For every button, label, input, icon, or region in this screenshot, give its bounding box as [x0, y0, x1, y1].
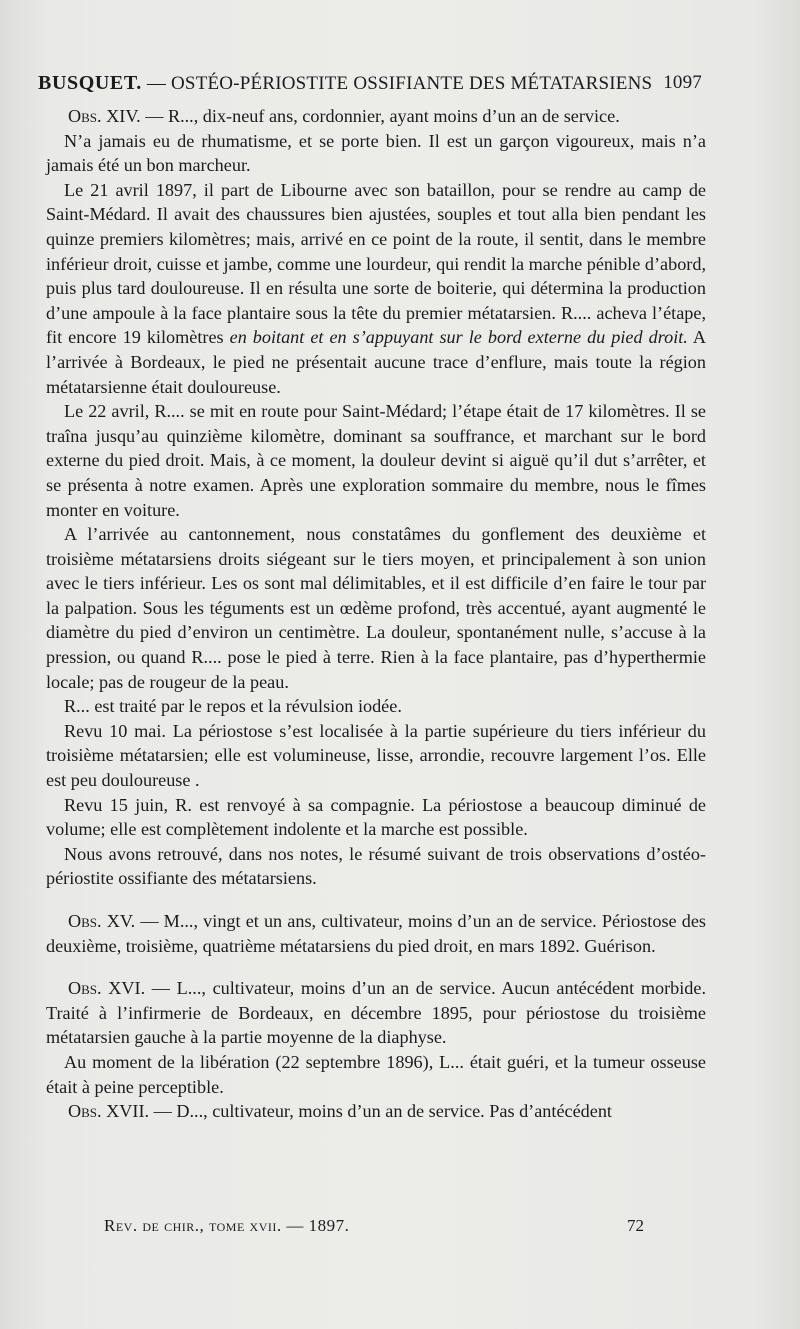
paragraph — [46, 842, 706, 891]
paragraph-text: Nous avons retrouvé, dans nos notes, le résumé suivant de trois observations d’ostéo-périostite ossifiante des métatarsiens. — [46, 843, 706, 889]
paragraph-text: Le 21 avril 1897, il part de Libourne avec son bataillon, pour se rendre au camp de Saint-Médard. Il avait des chaussures bien ajustées, souples et tout alla bien pendant les quinze premiers kilomètres; mais, arrivé en ce point de la route, il sentit, dans le membre inférieur droit, cuisse et jambe, comme une lourdeur, qui rendit la marche pénible d’abord, puis plus tard douloureuse. Il en résulta une sorte de boiterie, qui détermina la production d’une ampoule à la face plantaire sous la tête du premier métatarsien. R.... acheva l’étape, fit encore 19 kilomètres — [46, 179, 706, 348]
paragraph-obs-xiv — [46, 104, 706, 129]
paragraph-text: Le 22 avril, R.... se mit en route pour Saint-Médard; l’étape était de 17 kilomètres. Il se traîna jusqu’au quinzième kilomètre, dominant sa souffrance, et marchant sur le bord externe du pied droit. Mais, à ce moment, la douleur devint si aiguë qu’il dut s’arrêter, et se présenta à notre examen. Après une exploration sommaire du membre, nous le fîmes monter en voiture. — [46, 401, 706, 520]
paragraph-text: — L..., cultivateur, moins d’un an de service. Aucun antécédent morbide. Traité à l’infirmerie de Bordeaux, en décembre 1895, pour périostose du troisième métatarsien gauche à la partie moyenne de la diaphyse. — [46, 978, 706, 1048]
paragraph-obs-xvii — [46, 1099, 706, 1124]
paragraph-text: — D..., cultivateur, moins d’un an de service. Pas d’antécédent — [149, 1101, 612, 1122]
obs-label: Obs. XIV. — [68, 106, 141, 126]
article-body — [46, 104, 706, 1124]
paragraph — [46, 793, 706, 842]
paragraph-text: A l’arrivée à Bordeaux, le pied ne présentait aucune trace d’enflure, mais toute la région métatarsienne était douloureuse. — [46, 327, 706, 397]
obs-label: Obs. XVI. — [68, 978, 146, 999]
paragraph — [46, 399, 706, 522]
paragraph-italic-text: en boitant et en s’appuyant sur le bord externe du pied droit. — [229, 327, 688, 348]
page-number: 1097 — [663, 72, 702, 93]
paragraph-text: Revu 10 mai. La périostose s’est localisée à la partie supérieure du tiers inférieur du troisième métatarsien; elle est volumineuse, lisse, arrondie, recouvre largement l’os. Elle est peu douloureuse . — [46, 720, 706, 791]
signature-mark: 72 — [627, 1216, 644, 1235]
obs-label: Obs. XV. — [68, 911, 136, 931]
paragraph — [46, 522, 706, 694]
paragraph-text: R... est traité par le repos et la révulsion iodée. — [64, 696, 402, 717]
obs-label: Obs. XVII. — [68, 1101, 150, 1122]
paragraph-text: Au moment de la libération (22 septembre 1896), L... était guéri, et la tumeur osseuse était à peine perceptible. — [46, 1051, 706, 1097]
paragraph-obs-xv — [46, 909, 706, 958]
running-header — [38, 72, 702, 100]
header-title: — OSTÉO-PÉRIOSTITE OSSIFIANTE DES MÉTATARSIENS — [146, 73, 653, 94]
paragraph-text: N’a jamais eu de rhumatisme, et se porte bien. Il est un garçon vigoureux, mais n’a jamais été un bon marcheur. — [46, 130, 706, 176]
page-footer — [104, 1216, 644, 1242]
paragraph-text: — M..., vingt et un ans, cultivateur, moins d’un an de service. Périostose des deuxième, troisième, quatrième métatarsiens du pied droit, en mars 1892. Guérison. — [46, 911, 706, 956]
journal-reference: Rev. de chir., tome xvii. — 1897. — [104, 1216, 350, 1235]
paragraph — [46, 178, 706, 399]
header-author: BUSQUET. — [38, 72, 142, 94]
paragraph — [46, 129, 706, 178]
paragraph-text: A l’arrivée au cantonnement, nous constatâmes du gonflement des deuxième et troisième métatarsiens droits siégeant sur le tiers moyen, et principalement à son union avec le tiers inférieur. Les os sont mal délimitables, et il est difficile d’en faire le tour par la palpation. Sous les téguments est un œdème profond, très accentué, ayant augmenté le diamètre du pied d’environ un centimètre. La douleur, spontanément nulle, s’accuse à la pression, ou quand R.... pose le pied à terre. Rien à la face plantaire, pas d’hyperthermie locale; pas de rougeur de la peau. — [46, 524, 706, 692]
paragraph-text: Revu 15 juin, R. est renvoyé à sa compagnie. La périostose a beaucoup diminué de volume; elle est complètement indolente et la marche est possible. — [46, 794, 706, 840]
paragraph — [46, 1050, 706, 1099]
paragraph-text: — R..., dix-neuf ans, cordonnier, ayant moins d’un an de service. — [140, 106, 620, 126]
paragraph — [46, 719, 706, 793]
paragraph — [46, 694, 706, 719]
paragraph-obs-xvi — [46, 976, 706, 1050]
